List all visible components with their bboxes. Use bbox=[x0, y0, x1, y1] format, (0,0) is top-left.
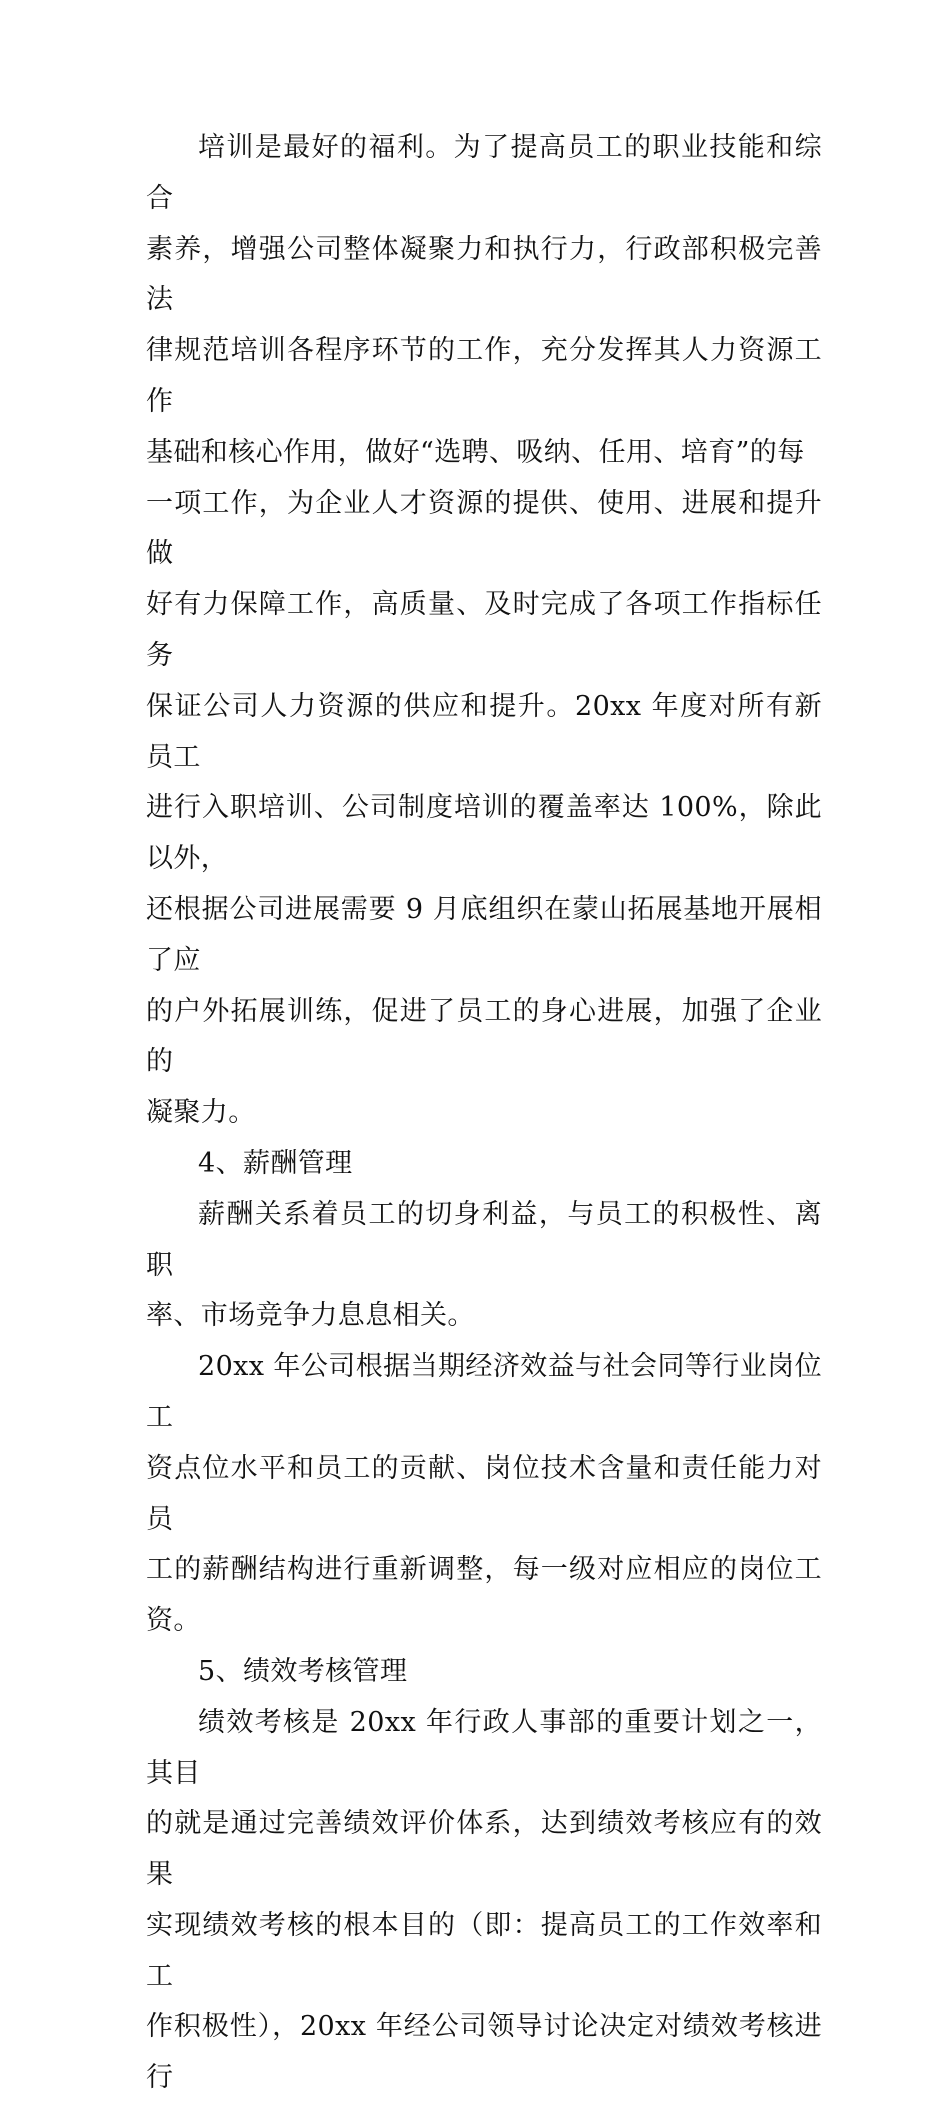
heading-performance-management: 5、绩效考核管理 bbox=[198, 1655, 408, 1687]
paragraph-training: 培训是最好的福利。为了提高员工的职业技能和综合 素养，增强公司整体凝聚力和执行力，行政部积极完善法 律规范培训各程序环节的工作，充分发挥其人力资源工作 基础和核心作用，做好“选聘、吸纳、任用、培育”的每 一项工作，为企业人才资源的提供、使用、进展和提升做 好有力保障工作，高质量、及时完成了各项工作指标任务 保证公司人力资源的供应和提升。20xx 年度对所有新员工 进行入职培训、公司制度培训的覆盖率达 100%，除此以外， 还根据公司进展需要 9 月底组织在蒙山拓展基地开展相了应 的户外拓展训练，促进了员工的身心进展，加强了企业的 凝聚力。 bbox=[146, 132, 822, 1129]
paragraph-salary-adjustment: 20xx 年公司根据当期经济效益与社会同等行业岗位工 资点位水平和员工的贡献、岗位技术含量和责任能力对员 工的薪酬结构进行重新调整，每一级对应相应的岗位工资。 bbox=[146, 1351, 822, 1637]
paragraph-performance-review: 绩效考核是 20xx 年行政人事部的重要计划之一，其目 的就是通过完善绩效评价体系，达到绩效考核应有的效果 实现绩效考核的根本目的（即：提高员工的工作效率和工 作积极性），20xx 年经公司领导讨论决定对绩效考核进行 bbox=[146, 1706, 822, 2094]
document-body bbox=[146, 123, 822, 2104]
paragraph-salary-importance: 薪酬关系着员工的切身利益，与员工的积极性、离职 率、市场竞争力息息相关。 bbox=[146, 1198, 822, 1332]
heading-salary-management: 4、薪酬管理 bbox=[198, 1147, 353, 1179]
